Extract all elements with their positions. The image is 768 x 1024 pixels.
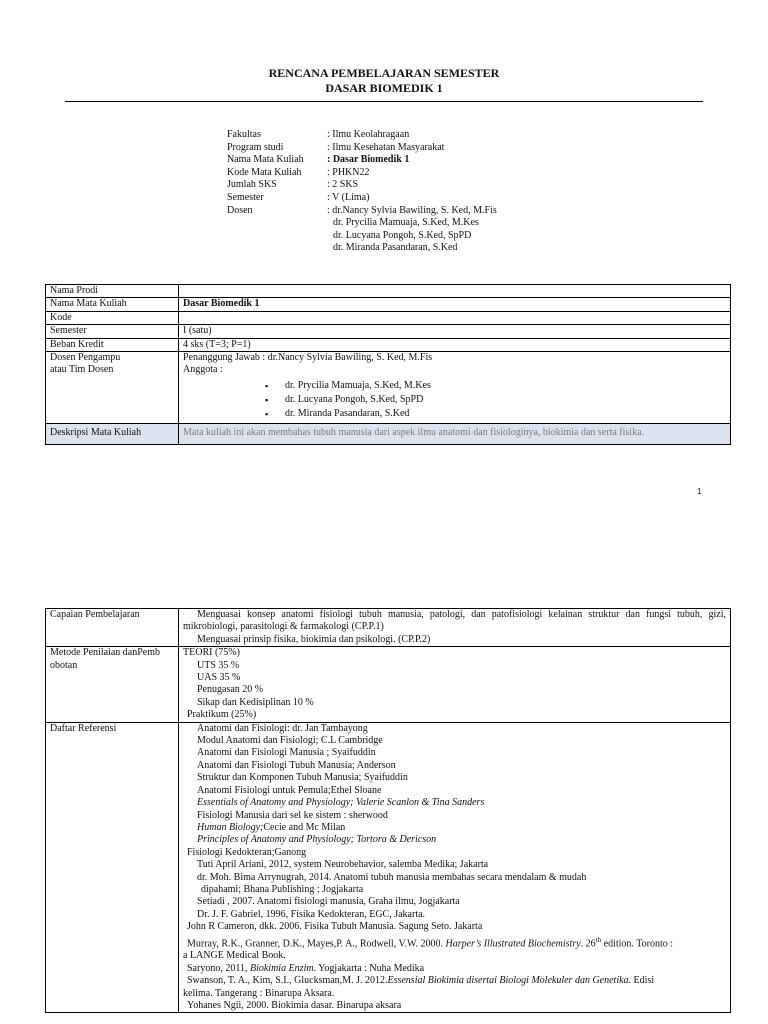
- reference-text: . Edisi: [628, 975, 655, 987]
- reference-item: Principles of Anatomy and Physiology; Tortora & Dericson: [197, 834, 437, 846]
- nama-prodi-value: [179, 285, 731, 298]
- semester-label: Semester: [227, 191, 264, 203]
- list-item: ▪ dr. Lucyana Pongoh, S.Ked, SpPD: [183, 393, 726, 407]
- dosen-member-4: dr. Miranda Pasandaran, S.Ked: [333, 242, 458, 254]
- prodi-value: : Ilmu Kesehatan Masyarakat: [327, 141, 445, 153]
- dosen-label-line1: Dosen Pengampu: [50, 352, 121, 364]
- capaian-label: Capaian Pembelajaran: [46, 609, 179, 647]
- nama-matkul-value: Dasar Biomedik 1: [179, 298, 731, 311]
- fakultas-label: Fakultas: [227, 129, 261, 140]
- reference-item: [183, 822, 726, 834]
- reference-item: Anatomi dan Fisiologi Manusia ; Syaifuddin: [197, 747, 376, 759]
- referensi-value: [179, 722, 731, 1013]
- semester-value: I (satu): [179, 325, 731, 338]
- reference-item: Anatomi dan Fisiologi Tubuh Manusia; Anderson: [197, 759, 396, 771]
- reference-title: Essensial Biokimia disertai Biologi Molekuler dan Genetika: [387, 975, 629, 987]
- reference-item: [183, 934, 726, 951]
- anggota-label: Anggota :: [183, 364, 223, 376]
- document-title: RENCANA PEMBELAJARAN SEMESTER: [268, 66, 500, 80]
- reference-item: Tuti April Ariani, 2012, system Neurobehavior, salemba Medika; Jakarta: [197, 859, 489, 871]
- reference-title: Harper’s Illustrated Biochemistry: [445, 937, 581, 949]
- referensi-label: Daftar Referensi: [46, 722, 179, 1013]
- table-row: [46, 352, 731, 424]
- metode-value: [179, 647, 731, 722]
- table-row: [46, 423, 731, 444]
- reference-item: dr. Moh. Bima Arrynugrah, 2014. Anatomi tubuh manusia membahas secara mendalam & mudah: [197, 871, 587, 883]
- matkul-value: : Dasar Biomedik 1: [327, 154, 410, 166]
- reference-item: Fisiologi Manusia dari sel ke sistem : sherwood: [197, 809, 388, 821]
- semester-label: Semester: [46, 325, 179, 338]
- dosen-cell-label: [46, 352, 179, 424]
- table-row: [46, 338, 731, 351]
- list-item: ▪ dr. Miranda Pasandaran, S.Ked: [183, 407, 726, 421]
- capaian-point-1: Menguasai konsep anatomi fisiologi tubuh manusia, patologi, dan patofisiologi kelainan struktur dan fungsi tubuh, gizi, mikrobiologi, parasitologi & farmakologi (CP.P.1): [183, 609, 726, 633]
- penanggung-jawab: Penanggung Jawab : dr.Nancy Sylvia Bawiling, S. Ked, M.Fis: [183, 352, 433, 364]
- table-row: [46, 325, 731, 338]
- prodi-label: Program studi: [227, 141, 284, 153]
- nama-matkul-label: Nama Mata Kuliah: [46, 298, 179, 311]
- course-details-table: [45, 284, 731, 445]
- kode-value: [179, 311, 731, 324]
- deskripsi-label: Deskripsi Mata Kuliah: [46, 423, 179, 444]
- reference-item: Struktur dan Komponen Tubuh Manusia; Syaifuddin: [197, 772, 408, 784]
- matkul-label: Nama Mata Kuliah: [227, 154, 304, 166]
- dosen-label: Dosen: [227, 204, 253, 216]
- sks-label: Jumlah SKS: [227, 179, 277, 191]
- reference-item: Yohanes Ngii, 2000. Biokimia dasar. Binarupa aksara: [187, 999, 402, 1011]
- metode-line: Praktikum (25%): [187, 709, 257, 721]
- course-content-table: [45, 608, 731, 1013]
- beban-label: Beban Kredit: [46, 338, 179, 351]
- reference-author: Cecie and Mc Milan: [263, 821, 346, 833]
- list-item: ▪ dr. Prycilia Mamuaja, S.Ked, M.Kes: [183, 379, 726, 393]
- kode-label: Kode Mata Kuliah: [227, 166, 302, 178]
- reference-item: Essentials of Anatomy and Physiology; Valerie Scanlon & Tina Sanders: [197, 797, 485, 809]
- dosen-member-3: dr. Lucyana Pongoh, S.Ked, SpPD: [333, 229, 472, 241]
- reference-text: . 26: [580, 937, 596, 949]
- table-row: [46, 609, 731, 647]
- reference-item: Anatomi dan Fisiologi: dr. Jan Tambayong: [197, 722, 368, 734]
- semester-value: : V (Lima): [327, 191, 370, 203]
- table-row: [46, 722, 731, 1013]
- reference-superscript: th: [595, 935, 602, 944]
- anggota-list: [183, 379, 726, 421]
- metode-line: Sikap dan Kedisiplinan 10 %: [197, 696, 314, 708]
- reference-item: [183, 963, 726, 975]
- metode-line: UAS 35 %: [197, 672, 241, 684]
- fakultas-value: : Ilmu Keolahragaan: [327, 129, 410, 140]
- reference-item: Setiadi , 2007. Anatomi fisiologi manusia, Graha ilmu, Jogjakarta: [197, 896, 460, 908]
- reference-item-continued: dipahami; Bhana Publishing ; Jogjakarta: [201, 883, 364, 895]
- dosen-label-line2: atau Tim Dosen: [50, 364, 114, 376]
- table-row: [46, 311, 731, 324]
- reference-item: Dr. J. F. Gabriel, 1996, Fisika Kedokteran, EGC, Jakarta.: [197, 908, 426, 920]
- reference-title: Biokimia Enzim: [249, 962, 314, 974]
- title-divider: [65, 101, 703, 102]
- reference-item-continued: kelima. Tangerang : Binarupa Aksara.: [183, 987, 335, 999]
- reference-item: [183, 975, 726, 987]
- reference-title: Human Biology;: [197, 821, 264, 833]
- kode-label: Kode: [46, 311, 179, 324]
- metode-line: Penugasan 20 %: [197, 684, 264, 696]
- reference-text: . Yogjakarta : Nuha Medika: [313, 962, 425, 974]
- reference-item: Modul Anatomi dan Fisiologi; C.L Cambridge: [197, 735, 383, 747]
- reference-item: Anatomi Fisiologi untuk Pemula;Ethel Sloane: [197, 784, 382, 796]
- beban-value: 4 sks (T=3; P=1): [179, 338, 731, 351]
- dosen-cell-value: [179, 352, 731, 424]
- capaian-value: [179, 609, 731, 647]
- table-row: [46, 298, 731, 311]
- sks-value: : 2 SKS: [327, 179, 359, 191]
- document-subtitle: DASAR BIOMEDIK 1: [325, 81, 443, 95]
- dosen-value: : dr.Nancy Sylvia Bawiling, S. Ked, M.Fis: [327, 204, 497, 216]
- reference-text: Murray, R.K., Granner, D.K., Mayes,P. A., Rodwell, V.W. 2000.: [187, 937, 446, 949]
- nama-prodi-label: Nama Prodi: [46, 285, 179, 298]
- dosen-member-2: dr. Prycilia Mamuaja, S.Ked, M.Kes: [333, 217, 479, 229]
- reference-item-continued: a LANGE Medical Book.: [183, 950, 286, 962]
- reference-text: Swanson, T. A., Kim, S.I., Glucksman,M. J. 2012.: [187, 975, 388, 987]
- table-row: [46, 647, 731, 722]
- metode-label: Metode Penilaian danPemb obotan: [46, 647, 179, 722]
- table-row: [46, 285, 731, 298]
- page-number: 1: [697, 487, 702, 496]
- course-info-block: [227, 129, 497, 255]
- deskripsi-value: Mata kuliah ini akan membahas tubuh manusia dari aspek ilmu anatomi dan fisiologinya, biokimia dan serta fisika.: [179, 423, 731, 444]
- kode-value: : PHKN22: [327, 166, 370, 178]
- reference-item: Fisiologi Kedokteran;Ganong: [187, 846, 307, 858]
- reference-item: John R Cameron, dkk. 2006. Fisika Tubuh Manusia. Sagung Seto. Jakarta: [187, 921, 483, 933]
- capaian-point-2: Menguasai prinsip fisika, biokimia dan psikologi. (CP.P.2): [197, 633, 431, 645]
- reference-text: Saryono, 2011,: [187, 962, 250, 974]
- reference-text: edition. Toronto :: [601, 937, 674, 949]
- metode-line: UTS 35 %: [197, 659, 240, 671]
- metode-line: TEORI (75%): [183, 647, 240, 659]
